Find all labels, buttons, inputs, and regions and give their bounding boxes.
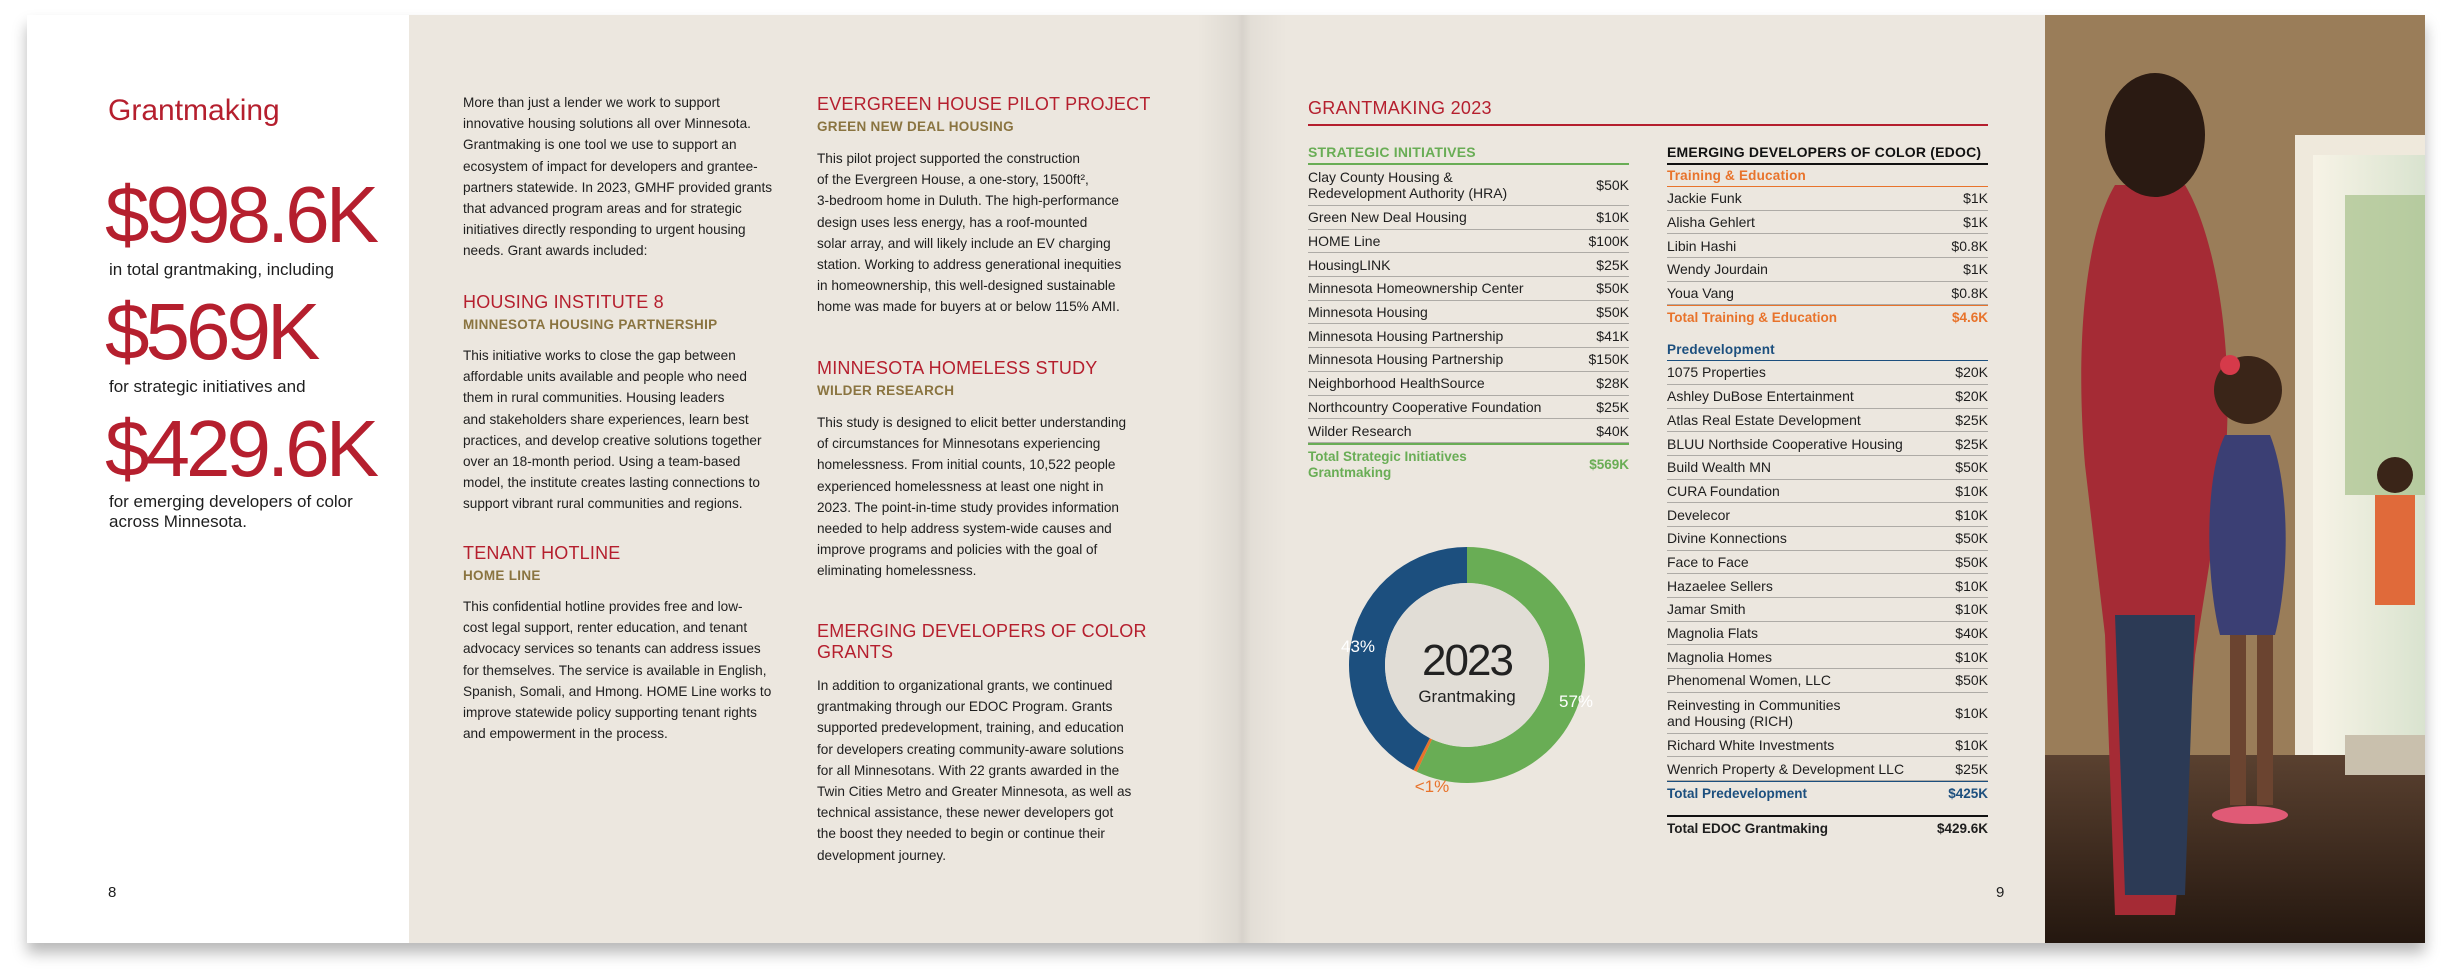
edoc-grand-total-label: Total EDOC Grantmaking	[1667, 820, 1829, 836]
strategic-name: Northcountry Cooperative Foundation	[1308, 398, 1542, 415]
predev-row	[1667, 622, 1988, 646]
strategic-row	[1308, 253, 1629, 277]
predev-row	[1667, 409, 1988, 433]
strategic-row	[1308, 301, 1629, 325]
strategic-amount: $100K	[1588, 233, 1629, 250]
stat-edoc-caption: for emerging developers of color across Minnesota.	[109, 492, 353, 531]
strategic-row	[1308, 348, 1629, 372]
training-amount: $0.8K	[1951, 285, 1988, 302]
section-sub-tenant-hotline: HOME LINE	[463, 568, 541, 583]
strategic-heading: STRATEGIC INITIATIVES	[1308, 144, 1629, 165]
strategic-name: Minnesota Housing Partnership	[1308, 351, 1504, 368]
predev-amount: $20K	[1955, 364, 1988, 381]
predev-row	[1667, 669, 1988, 693]
slice-label-edoc: 43%	[1340, 637, 1376, 656]
predev-amount: $10K	[1955, 648, 1988, 665]
slice-label-other: <1%	[1414, 777, 1450, 796]
strategic-amount: $50K	[1596, 177, 1629, 193]
strategic-amount: $25K	[1596, 256, 1629, 273]
strategic-amount: $150K	[1588, 351, 1629, 368]
strategic-name: Minnesota Homeownership Center	[1308, 280, 1524, 297]
predev-name: Wenrich Property & Development LLC	[1667, 760, 1905, 777]
strategic-row	[1308, 324, 1629, 348]
page-number-right: 9	[1996, 884, 2005, 901]
predev-amount: $50K	[1955, 459, 1988, 476]
strategic-name: Green New Deal Housing	[1308, 209, 1467, 226]
strategic-name: HousingLINK	[1308, 256, 1391, 273]
predev-amount: $50K	[1955, 553, 1988, 570]
training-name: Libin Hashi	[1667, 237, 1737, 254]
predev-row	[1667, 432, 1988, 456]
predev-row	[1667, 456, 1988, 480]
predev-amount: $40K	[1955, 625, 1988, 642]
predev-name: Phenomenal Women, LLC	[1667, 672, 1831, 689]
predev-row	[1667, 598, 1988, 622]
strategic-name: Wilder Research	[1308, 422, 1412, 439]
page-gutter	[1197, 15, 1287, 943]
stat-total-caption: in total grantmaking, including	[109, 260, 334, 279]
donut-center-year: 2023	[1422, 636, 1512, 685]
predev-amount: $50K	[1955, 530, 1988, 547]
training-name: Youa Vang	[1667, 285, 1734, 302]
stat-strategic-caption: for strategic initiatives and	[109, 377, 306, 396]
brochure-spread	[27, 15, 2425, 943]
grantmaking-donut-chart	[1317, 515, 1617, 815]
page-number-left: 8	[108, 884, 117, 901]
strategic-amount: $40K	[1596, 422, 1629, 439]
predev-amount: $20K	[1955, 388, 1988, 405]
predev-row	[1667, 503, 1988, 527]
edoc-grand-total-amount: $429.6K	[1936, 820, 1988, 836]
predev-heading: Predevelopment	[1667, 339, 1988, 361]
strategic-total-amount: $569K	[1589, 457, 1629, 473]
section-body-homeless-study: This study is designed to elicit better understanding of circumstances for Minnesotans experiencing homelessness. From initial counts, 10,522 people experienced homelessness at least one night in 2023. The point-in-time study provides information needed to help address system-wide causes and improve programs and policies with the goal of eliminating homelessness.	[817, 415, 1127, 579]
training-row	[1667, 258, 1988, 282]
training-row	[1667, 234, 1988, 258]
section-body-tenant-hotline: This confidential hotline provides free and low- cost legal support, renter education, and tenant advocacy services so tenants can address issues for themselves. The service is available in English, Spanish, Somali, and Hmong. HOME Line works to improve statewide policy supporting tenant rights and empowerment in the process.	[463, 599, 772, 742]
predev-name: Build Wealth MN	[1667, 459, 1772, 476]
strategic-initiatives-table	[1308, 144, 1629, 485]
training-amount: $1K	[1963, 214, 1988, 231]
predev-name: Jamar Smith	[1667, 601, 1746, 618]
training-heading: Training & Education	[1667, 165, 1988, 187]
predev-row	[1667, 361, 1988, 385]
training-total-label: Total Training & Education	[1667, 310, 1838, 326]
slice-label-strategic: 57%	[1558, 692, 1594, 711]
section-sub-homeless-study: WILDER RESEARCH	[817, 383, 955, 398]
training-row	[1667, 187, 1988, 211]
section-body-evergreen: This pilot project supported the construction of the Evergreen House, a one-story, 1500ft², 3-bedroom home in Duluth. The high-performance design uses less energy, has a roof-mounted solar array, and will likely include an EV charging station. Working to address generational inequities in homeownership, this well-designed sustainable home was made for buyers at or below 115% AMI.	[817, 151, 1122, 315]
predev-amount: $10K	[1955, 601, 1988, 618]
strategic-amount: $25K	[1596, 398, 1629, 415]
strategic-amount: $10K	[1596, 209, 1629, 226]
predev-total-row	[1667, 781, 1988, 805]
training-amount: $1K	[1963, 190, 1988, 207]
strategic-name: Clay County Housing & Redevelopment Authority (HRA)	[1308, 169, 1508, 201]
strategic-amount: $41K	[1596, 327, 1629, 344]
predev-name: Magnolia Homes	[1667, 648, 1773, 665]
section-heading-evergreen: EVERGREEN HOUSE PILOT PROJECT	[817, 94, 1151, 114]
donut-center-label: Grantmaking	[1418, 687, 1516, 706]
stat-strategic-initiatives: $569K	[105, 287, 317, 376]
section-body-housing-institute: This initiative works to close the gap between affordable units available and people who need them in rural communities. Housing leaders and stakeholders share experiences, learn best practices, and develop creative solutions together over an 18-month period. Using a team-based model, the institute creates lasting connections to support vibrant rural communities and regions.	[463, 348, 762, 512]
strategic-row	[1308, 206, 1629, 230]
predev-name: Divine Konnections	[1667, 530, 1787, 547]
predev-name: Magnolia Flats	[1667, 625, 1759, 642]
training-name: Alisha Gehlert	[1667, 214, 1755, 231]
predev-row	[1667, 527, 1988, 551]
training-name: Wendy Jourdain	[1667, 261, 1768, 278]
strategic-row	[1308, 165, 1629, 206]
edoc-heading: EMERGING DEVELOPERS OF COLOR (EDOC)	[1667, 144, 1988, 165]
training-amount: $1K	[1963, 261, 1988, 278]
strategic-row	[1308, 230, 1629, 254]
section-sub-evergreen: GREEN NEW DEAL HOUSING	[817, 119, 1014, 134]
edoc-grand-total-row	[1667, 817, 1988, 840]
strategic-amount: $28K	[1596, 375, 1629, 392]
predev-amount: $25K	[1955, 411, 1988, 428]
strategic-row	[1308, 372, 1629, 396]
predev-row	[1667, 551, 1988, 575]
strategic-name: Minnesota Housing Partnership	[1308, 327, 1504, 344]
predev-row	[1667, 734, 1988, 758]
section-heading-edoc: EMERGING DEVELOPERS OF COLOR GRANTS	[817, 621, 1147, 662]
strategic-name: Neighborhood HealthSource	[1308, 375, 1485, 392]
predev-name: BLUU Northside Cooperative Housing	[1667, 435, 1903, 452]
strategic-total-row	[1308, 443, 1629, 485]
training-name: Jackie Funk	[1667, 190, 1742, 207]
predev-amount: $10K	[1955, 506, 1988, 523]
stat-total-grantmaking: $998.6K	[105, 170, 376, 259]
predev-amount: $50K	[1955, 672, 1988, 689]
predev-name: CURA Foundation	[1667, 482, 1780, 499]
photo-illustration	[2045, 15, 2425, 943]
predev-name: Hazaelee Sellers	[1667, 577, 1773, 594]
page-title: Grantmaking	[108, 94, 280, 127]
edoc-table	[1667, 144, 1988, 840]
strategic-row	[1308, 277, 1629, 301]
strategic-name: Minnesota Housing	[1308, 304, 1428, 321]
training-amount: $0.8K	[1951, 237, 1988, 254]
predev-name: Ashley DuBose Entertainment	[1667, 388, 1854, 405]
predev-row	[1667, 693, 1988, 734]
training-total-row	[1667, 305, 1988, 329]
predev-name: Face to Face	[1667, 553, 1749, 570]
strategic-amount: $50K	[1596, 280, 1629, 297]
predev-amount: $25K	[1955, 760, 1988, 777]
section-heading-tenant-hotline: TENANT HOTLINE	[463, 543, 621, 563]
predev-row	[1667, 757, 1988, 781]
predev-amount: $25K	[1955, 435, 1988, 452]
predev-amount: $10K	[1955, 704, 1988, 721]
grantmaking-2023-title: GRANTMAKING 2023	[1308, 98, 1492, 118]
predev-row	[1667, 480, 1988, 504]
predev-total-label: Total Predevelopment	[1667, 785, 1808, 801]
predev-amount: $10K	[1955, 737, 1988, 754]
section-sub-housing-institute: MINNESOTA HOUSING PARTNERSHIP	[463, 317, 718, 332]
predev-amount: $10K	[1955, 577, 1988, 594]
predev-name: Develecor	[1667, 506, 1731, 523]
strategic-row	[1308, 419, 1629, 443]
predev-row	[1667, 574, 1988, 598]
predev-name: 1075 Properties	[1667, 364, 1766, 381]
predev-name: Reinvesting in Communities and Housing (RICH)	[1667, 696, 1841, 729]
training-total-amount: $4.6K	[1951, 310, 1988, 326]
section-heading-homeless-study: MINNESOTA HOMELESS STUDY	[817, 358, 1098, 378]
strategic-name: HOME Line	[1308, 233, 1381, 250]
title-rule	[1308, 124, 1988, 126]
predev-name: Atlas Real Estate Development	[1667, 411, 1861, 428]
predev-row	[1667, 385, 1988, 409]
predev-amount: $10K	[1955, 482, 1988, 499]
family-photo	[2045, 15, 2425, 943]
strategic-total-label: Total Strategic Initiatives Grantmaking	[1308, 448, 1467, 480]
strategic-amount: $50K	[1596, 304, 1629, 321]
section-heading-housing-institute: HOUSING INSTITUTE 8	[463, 292, 664, 312]
stat-edoc: $429.6K	[105, 404, 376, 493]
training-row	[1667, 282, 1988, 306]
predev-total-amount: $425K	[1948, 785, 1988, 801]
strategic-row	[1308, 396, 1629, 420]
section-body-edoc: In addition to organizational grants, we continued grantmaking through our EDOC Program. Grants supported predevelopment, training, and education for developers creating community-aware solutions for all Minnesotans. With 22 grants awarded in the Twin Cities Metro and Greater Minnesota, as well as technical assistance, these newer developers got the boost they needed to begin or continue their development journey.	[817, 678, 1132, 863]
training-row	[1667, 211, 1988, 235]
predev-name: Richard White Investments	[1667, 737, 1835, 754]
intro-paragraph: More than just a lender we work to support innovative housing solutions all over Minnesota. Grantmaking is one tool we use to support an ecosystem of impact for developers and grantee- partners statewide. In 2023, GMHF provided grants that advanced program areas and for strategic initiatives directly responding to urgent housing needs. Grant awards included:	[463, 95, 773, 259]
predev-row	[1667, 645, 1988, 669]
